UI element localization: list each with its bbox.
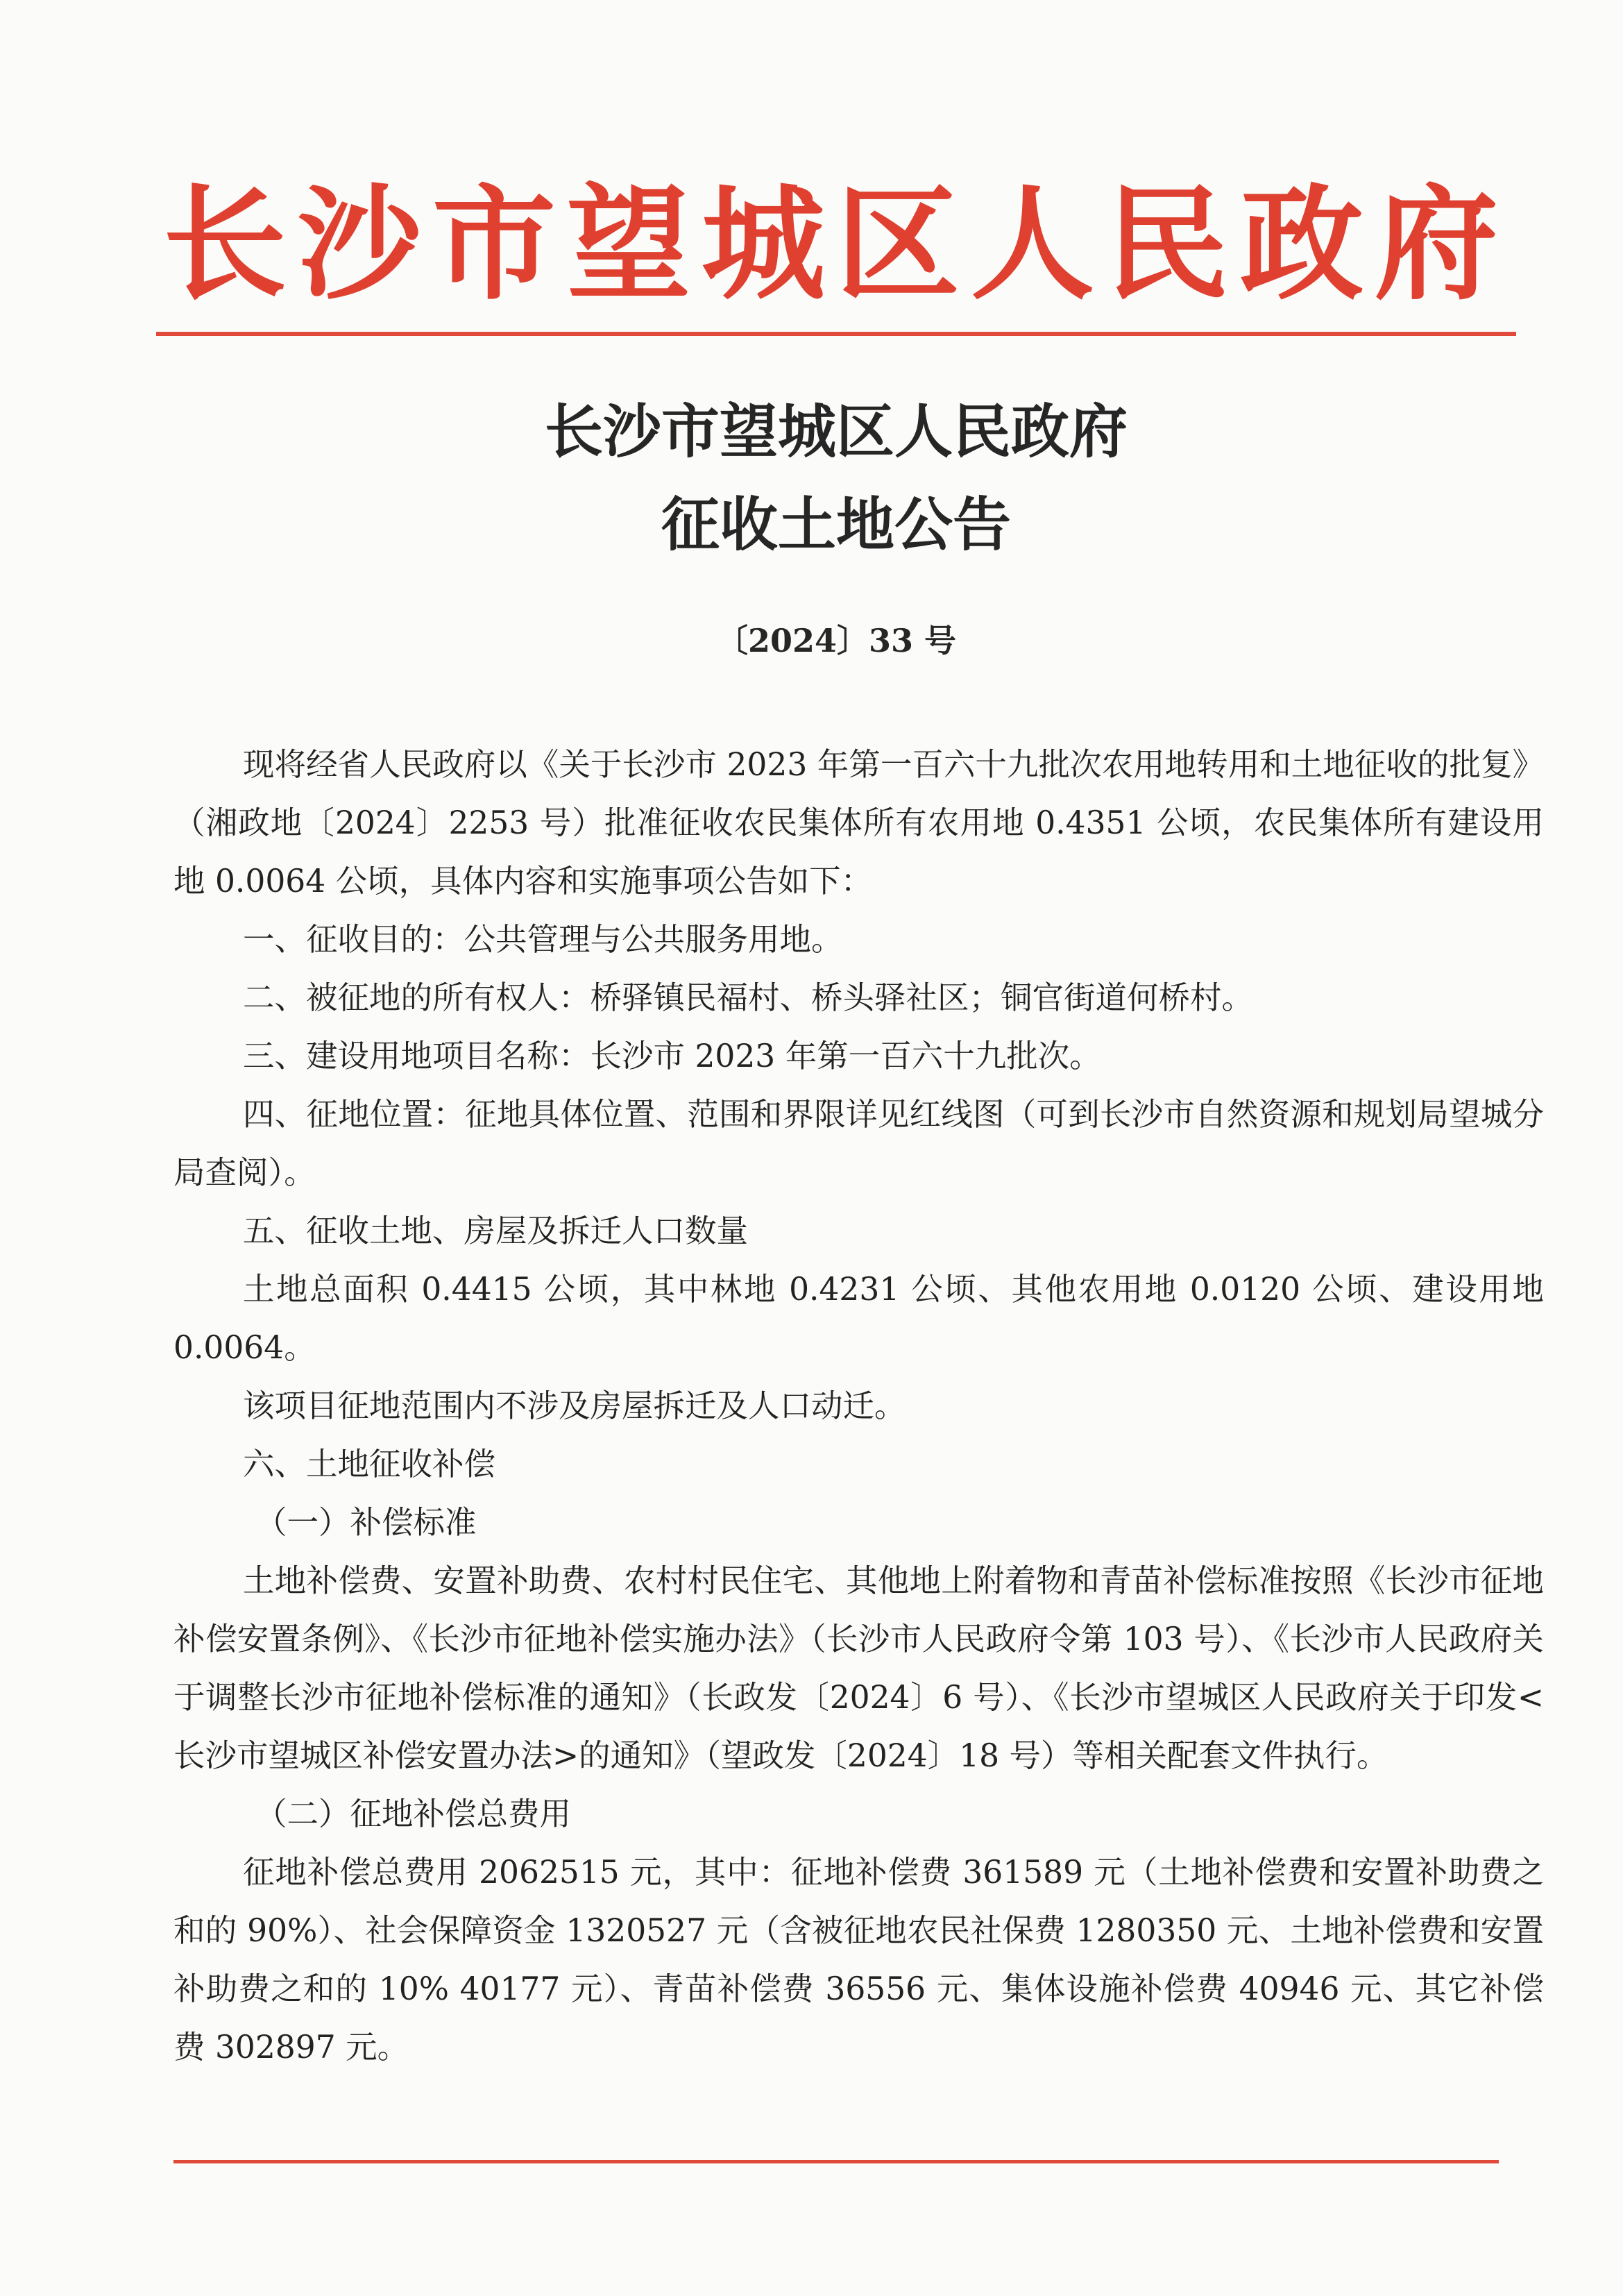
section-quantity-heading: 五、征收土地、房屋及拆迁人口数量 bbox=[243, 1213, 749, 1249]
masthead-red-rule bbox=[156, 332, 1516, 336]
document-title bbox=[156, 385, 1516, 571]
title-line-2: 征收土地公告 bbox=[661, 490, 1011, 559]
section-relocation-note: 该项目征地范围内不涉及房屋拆迁及人口动迁。 bbox=[243, 1387, 906, 1424]
subsection-total-detail: 征地补偿总费用 2062515 元，其中：征地补偿费 361589 元（土地补偿费和安置补助费之和的 90%）、社会保障资金 1320527 元（含被征地农民社保费 1280350 元、土地补偿费和安置补助费之和的 10% 40177 元）、青苗补偿费 36556 元、集体设施补偿费 40946 元、其它补偿费 302897 元。 bbox=[173, 1854, 1544, 2066]
document-number: 〔2024〕33 号 bbox=[715, 622, 957, 659]
issuer-masthead: 长沙市望城区人民政府 bbox=[163, 171, 1509, 316]
subsection-standard-heading: （一）补偿标准 bbox=[255, 1504, 477, 1541]
section-compensation-heading: 六、土地征收补偿 bbox=[243, 1446, 496, 1483]
subsection-standard-detail: 土地补偿费、安置补助费、农村村民住宅、其他地上附着物和青苗补偿标准按照《长沙市征地补偿安置条例》、《长沙市征地补偿实施办法》（长沙市人民政府令第 103 号）、《长沙市人民政府关于调整长沙市征地补偿标准的通知》（长政发〔2024〕6 号）、《长沙市望城区人民政府关于印发<长沙市望城区补偿安置办法>的通知》（望政发〔2024〕18 号）等相关配套文件执行。 bbox=[173, 1562, 1544, 1774]
intro-paragraph: 现将经省人民政府以《关于长沙市 2023 年第一百六十九批次农用地转用和土地征收的批复》（湘政地〔2024〕2253 号）批准征收农民集体所有农用地 0.4351 公顷，农民集体所有建设用地 0.0064 公顷，具体内容和实施事项公告如下： bbox=[173, 746, 1544, 900]
section-project-name: 三、建设用地项目名称：长沙市 2023 年第一百六十九批次。 bbox=[243, 1038, 1101, 1074]
document-body bbox=[173, 736, 1544, 2077]
section-location: 四、征地位置：征地具体位置、范围和界限详见红线图（可到长沙市自然资源和规划局望城分局查阅）。 bbox=[173, 1096, 1544, 1191]
footer-red-rule bbox=[173, 2160, 1499, 2163]
section-purpose: 一、征收目的：公共管理与公共服务用地。 bbox=[243, 921, 843, 958]
section-owners: 二、被征地的所有权人：桥驿镇民福村、桥头驿社区；铜官街道何桥村。 bbox=[243, 979, 1254, 1016]
section-quantity-detail: 土地总面积 0.4415 公顷，其中林地 0.4231 公顷、其他农用地 0.0120 公顷、建设用地 0.0064。 bbox=[173, 1271, 1544, 1366]
subsection-total-heading: （二）征地补偿总费用 bbox=[255, 1796, 572, 1832]
title-line-1: 长沙市望城区人民政府 bbox=[544, 397, 1128, 466]
